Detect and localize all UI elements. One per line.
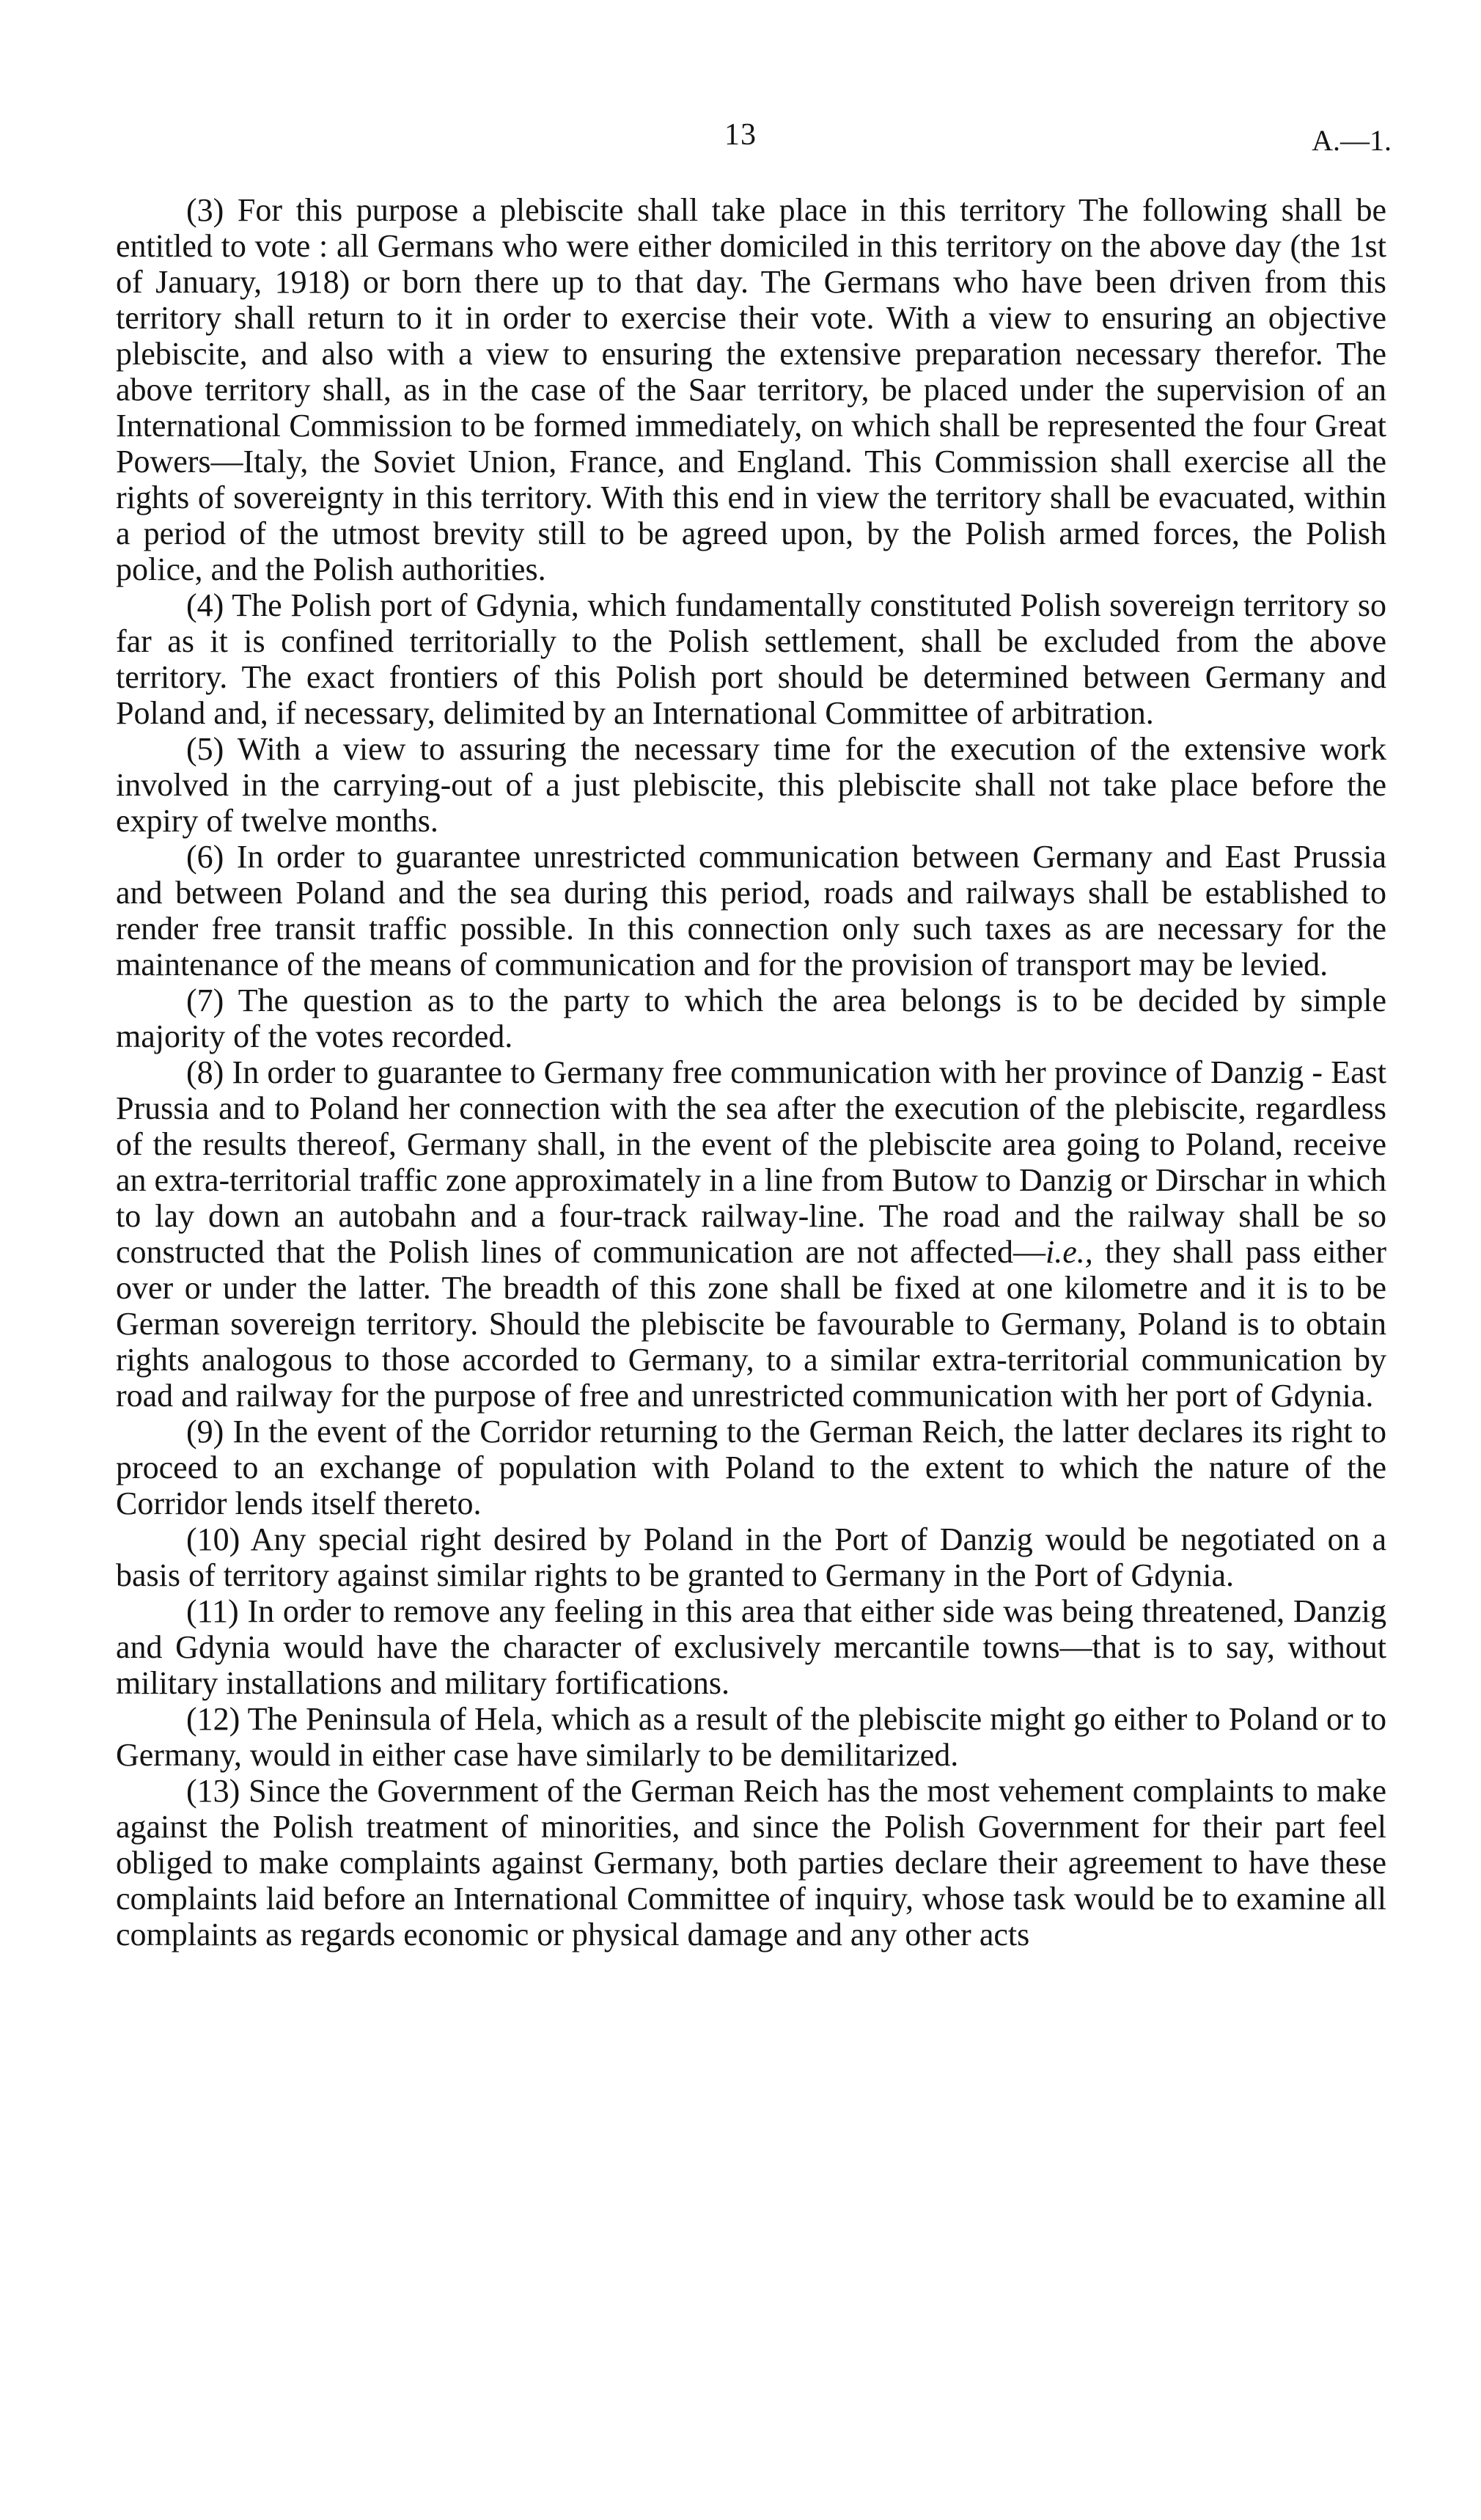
paragraph-12: (12) The Peninsula of Hela, which as a result of the plebiscite might go either to Poland or to Germany, would in either case have similarly to be demilitarized. [116, 1701, 1386, 1773]
paragraph-8-italic: i.e., [1045, 1234, 1093, 1270]
body-text [116, 192, 1386, 1953]
paragraph-9: (9) In the event of the Corridor returning to the German Reich, the latter declares its right to proceed to an exchange of population with Poland to the extent to which the nature of the Corridor lends itself thereto. [116, 1414, 1386, 1521]
paragraph-4: (4) The Polish port of Gdynia, which fundamentally constituted Polish sovereign territory so far as it is confined territorially to the Polish settlement, shall be excluded from the above territory. The exact frontiers of this Polish port should be determined between Germany and Poland and, if necessary, delimited by an International Committee of arbitration. [116, 587, 1386, 731]
paragraph-8 [116, 1054, 1386, 1414]
document-reference: A.—1. [1312, 124, 1392, 157]
paragraph-6: (6) In order to guarantee unrestricted communication between Germany and East Prussia and between Poland and the sea during this period, roads and railways shall be established to render free transit traffic possible. In this connection only such taxes as are necessary for the maintenance of the means of communication and for the provision of transport may be levied. [116, 839, 1386, 982]
page-number: 13 [724, 118, 757, 152]
paragraph-11: (11) In order to remove any feeling in this area that either side was being threatened, Danzig and Gdynia would have the character of exclusively mercantile towns—that is to say, without military installations and military fortifications. [116, 1593, 1386, 1701]
paragraph-5: (5) With a view to assuring the necessary time for the execution of the extensive work involved in the carrying-out of a just plebiscite, this plebiscite shall not take place before the expiry of twelve months. [116, 731, 1386, 839]
paragraph-8-part-2: they shall pass either over or under the latter. The breadth of this zone shall be fixed at one kilometre and it is to be German sovereign territory. Should the plebiscite be favourable to Germany, Poland is to obtain rights analogous to those accorded to Germany, to a similar extra-territorial communication by road and railway for the purpose of free and unrestricted communication with her port of Gdynia. [116, 1234, 1387, 1414]
paragraph-3: (3) For this purpose a plebiscite shall take place in this territory The following shall be entitled to vote : all Germans who were either domiciled in this territory on the above day (the 1st of January, 1918) or born there up to that day. The Germans who have been driven from this territory shall return to it in order to exercise their vote. With a view to ensuring an objective plebiscite, and also with a view to ensuring the extensive preparation necessary therefor. The above territory shall, as in the case of the Saar territory, be placed under the supervision of an International Commission to be formed immediately, on which shall be represented the four Great Powers—Italy, the Soviet Union, France, and England. This Commission shall exercise all the rights of sovereignty in this territory. With this end in view the territory shall be evacuated, within a period of the utmost brevity still to be agreed upon, by the Polish armed forces, the Polish police, and the Polish authorities. [116, 192, 1386, 587]
paragraph-7: (7) The question as to the party to which the area belongs is to be decided by simple majority of the votes recorded. [116, 982, 1386, 1054]
paragraph-13: (13) Since the Government of the German Reich has the most vehement complaints to make against the Polish treatment of minorities, and since the Polish Government for their part feel obliged to make complaints against Germany, both parties declare their agreement to have these complaints laid before an International Committee of inquiry, whose task would be to examine all complaints as regards economic or physical damage and any other acts [116, 1773, 1386, 1953]
paragraph-8-part-1: (8) In order to guarantee to Germany free communication with her province of Danzig - East Prussia and to Poland her connection with the sea after the execution of the plebiscite, regardless of the results thereof, Germany shall, in the event of the plebiscite area going to Poland, receive an extra-territorial traffic zone approximately in a line from Butow to Danzig or Dirschar in which to lay down an autobahn and a four-track railway-line. The road and the railway shall be so constructed that the Polish lines of communication are not affected— [116, 1054, 1386, 1270]
paragraph-10: (10) Any special right desired by Poland in the Port of Danzig would be negotiated on a basis of territory against similar rights to be granted to Germany in the Port of Gdynia. [116, 1521, 1386, 1593]
